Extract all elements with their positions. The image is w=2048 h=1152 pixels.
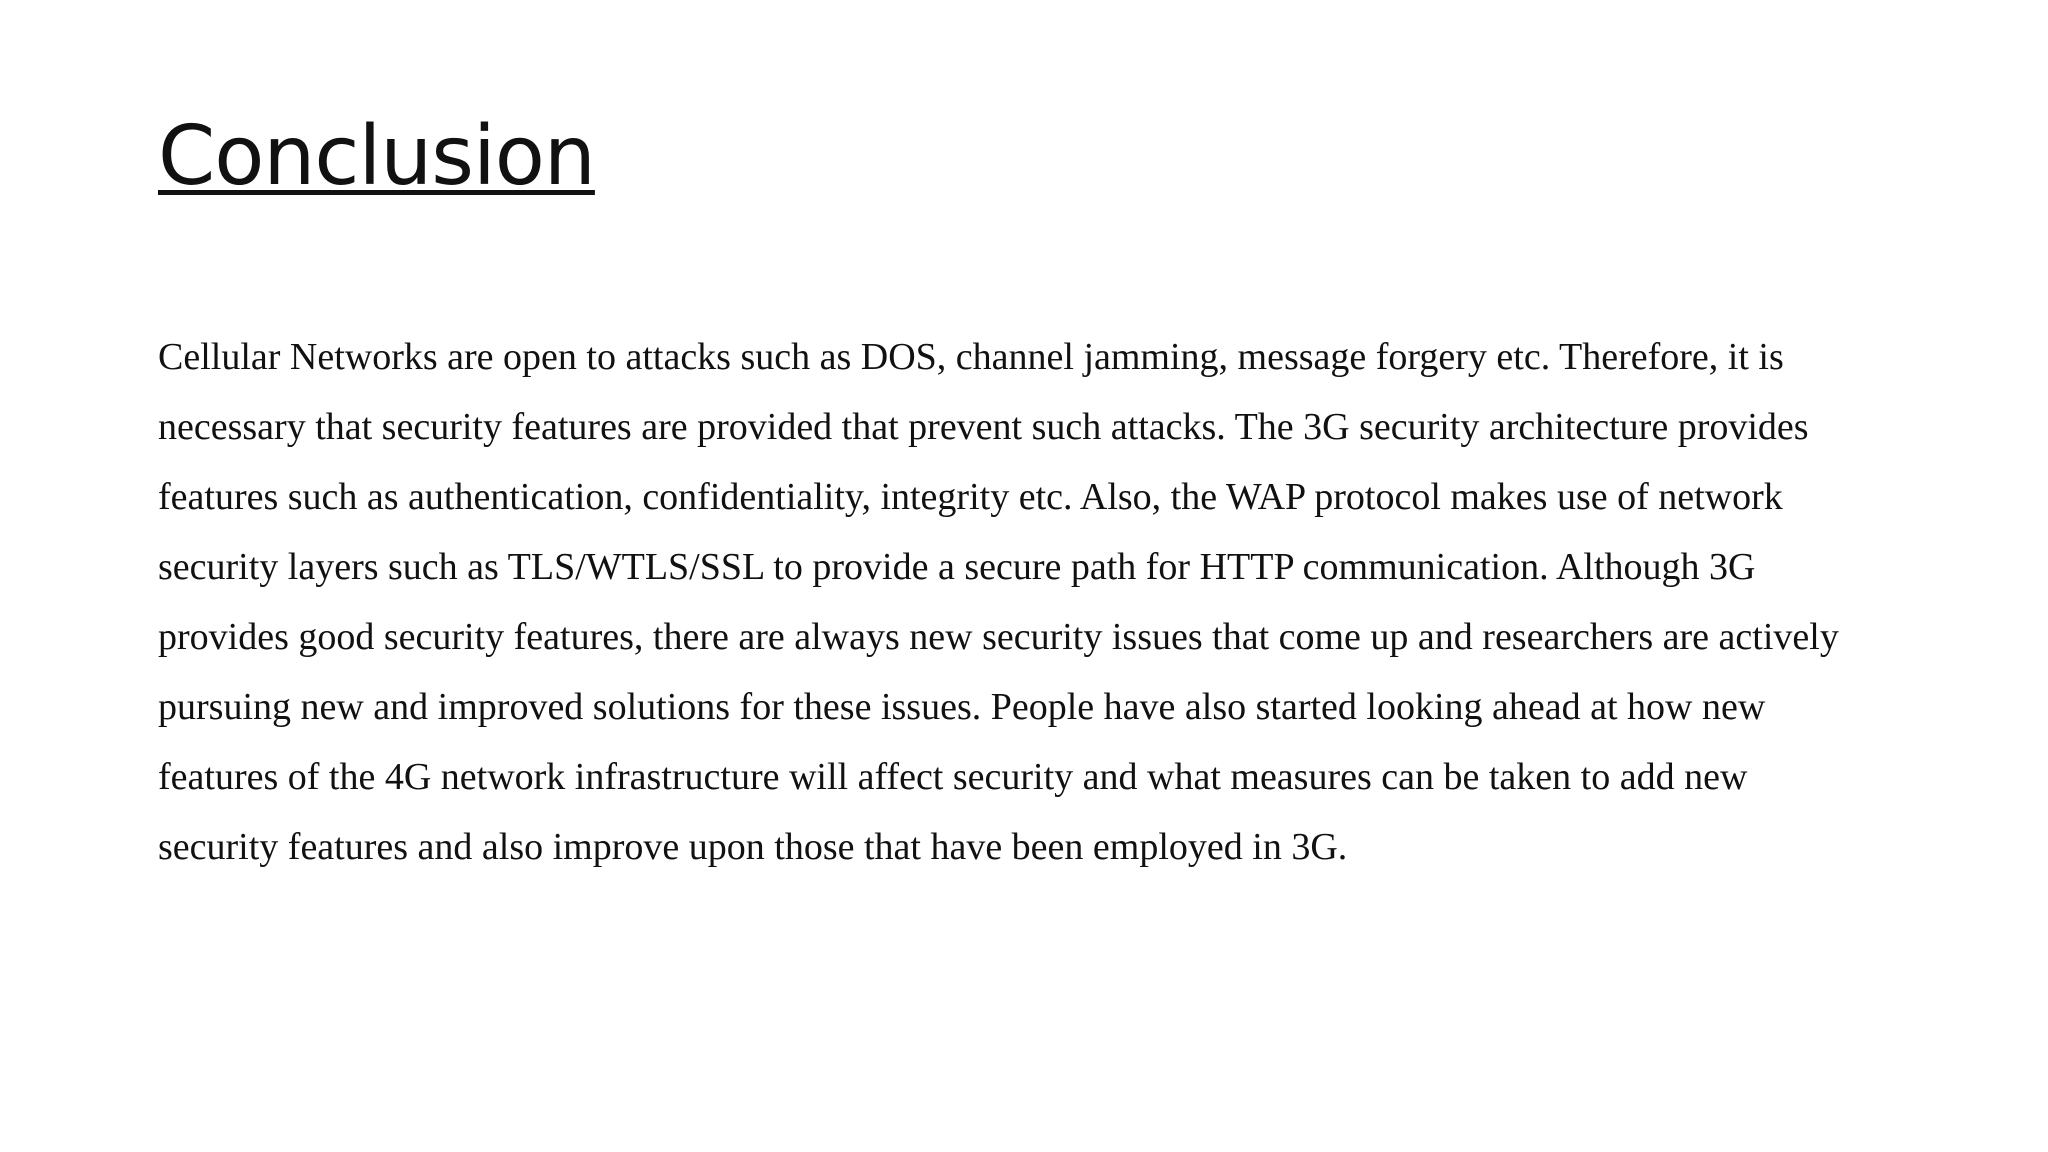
body-line: necessary that security features are provided that prevent such attacks. The 3G security architecture provides — [158, 406, 1809, 448]
slide-title: Conclusion — [158, 109, 595, 204]
body-line: security features and also improve upon those that have been employed in 3G. — [158, 826, 1348, 868]
body-line: features such as authentication, confidentiality, integrity etc. Also, the WAP protocol makes use of network — [158, 476, 1783, 518]
body-line: security layers such as TLS/WTLS/SSL to provide a secure path for HTTP communication. Although 3G — [158, 546, 1756, 588]
body-line: pursuing new and improved solutions for these issues. People have also started looking ahead at how new — [158, 686, 1766, 728]
body-line: Cellular Networks are open to attacks such as DOS, channel jamming, message forgery etc. Therefore, it is — [158, 336, 1784, 378]
body-line: features of the 4G network infrastructure will affect security and what measures can be taken to add new — [158, 756, 1748, 798]
body-line: provides good security features, there are always new security issues that come up and researchers are actively — [158, 616, 1839, 658]
slide-body-paragraph — [158, 322, 1898, 882]
